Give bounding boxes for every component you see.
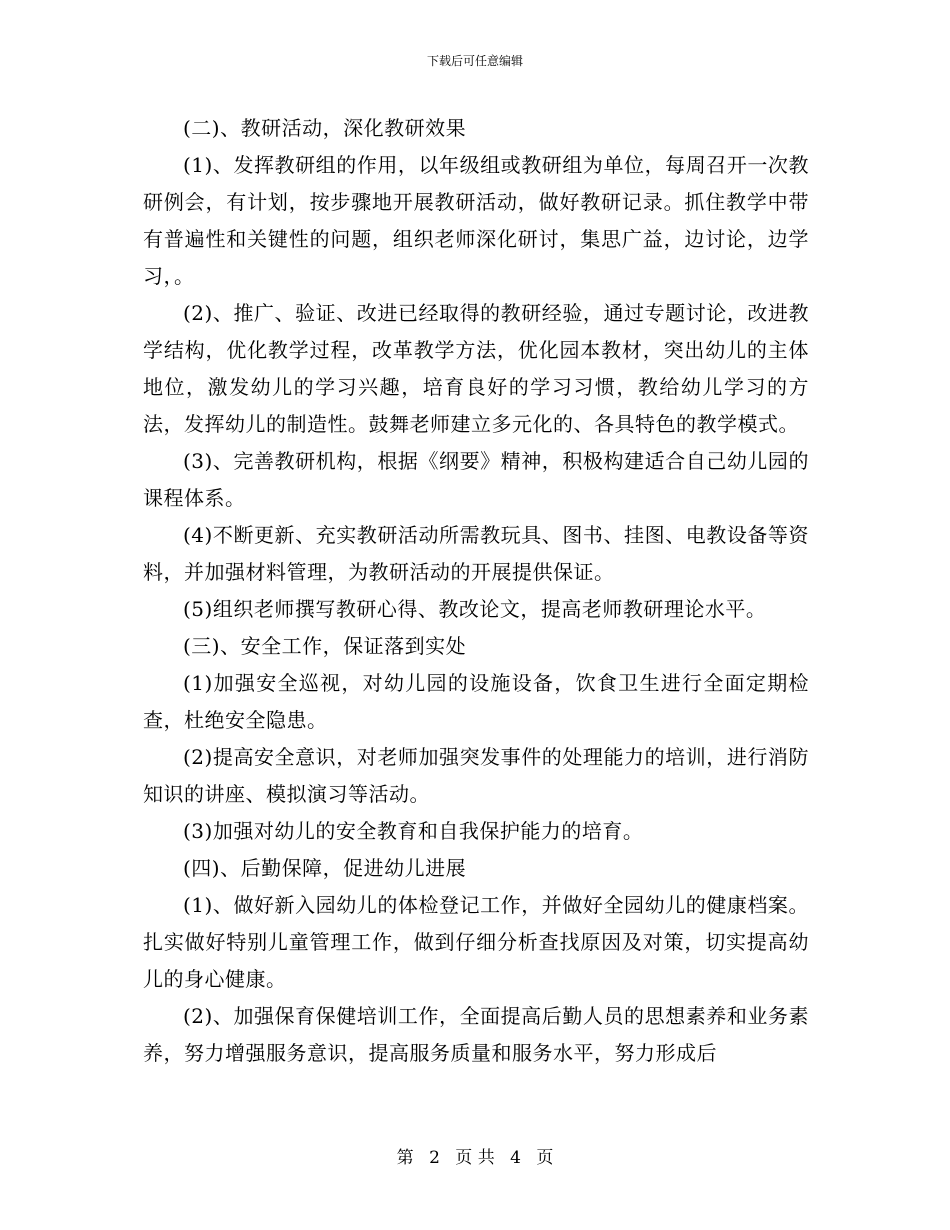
page-header: 下载后可任意编辑 [426, 54, 523, 68]
document-body [143, 110, 809, 1072]
section-heading-research: (二)、教研活动，深化教研效果 [183, 116, 467, 140]
page-footer [0, 1146, 950, 1170]
footer-suffix: 页 [536, 1148, 554, 1168]
section-heading-logistics: (四)、后勤保障，促进幼儿进展 [183, 856, 467, 880]
paragraph: (2)、加强保育保健培训工作，全面提高后勤人员的思想素养和业务素养，努力增强服务意识，提高服务质量和服务水平，努力形成后 [143, 1004, 809, 1065]
paragraph: (1)、做好新入园幼儿的体检登记工作，并做好全园幼儿的健康档案。扎实做好特别儿童管理工作，做到仔细分析查找原因及对策，切实提高幼儿的身心健康。 [143, 893, 809, 991]
paragraph: (4)不断更新、充实教研活动所需教玩具、图书、挂图、电教设备等资料，并加强材料管理，为教研活动的开展提供保证。 [143, 523, 809, 584]
paragraph: (2)、推广、验证、改进已经取得的教研经验，通过专题讨论，改进教学结构，优化教学过程，改革教学方法，优化园本教材，突出幼儿的主体地位，激发幼儿的学习兴趣，培育良好的学习习惯，教给幼儿学习的方法，发挥幼儿的制造性。鼓舞老师建立多元化的、各具特色的教学模式。 [143, 301, 809, 436]
paragraph: (2)提高安全意识，对老师加强突发事件的处理能力的培训，进行消防知识的讲座、模拟演习等活动。 [143, 745, 809, 806]
paragraph: (1)、发挥教研组的作用，以年级组或教研组为单位，每周召开一次教研例会，有计划，按步骤地开展教研活动，做好教研记录。抓住教学中带有普遍性和关键性的问题，组织老师深化研讨，集思广益，边讨论，边学习，。 [143, 153, 809, 288]
paragraph: (1)加强安全巡视，对幼儿园的设施设备，饮食卫生进行全面定期检查，杜绝安全隐患。 [143, 671, 809, 732]
footer-middle: 页 共 [455, 1148, 495, 1168]
paragraph: (5)组织老师撰写教研心得、教改论文，提高老师教研理论水平。 [183, 597, 767, 621]
current-page-number: 2 [429, 1148, 440, 1168]
paragraph: (3)、完善教研机构，根据《纲要》精神，积极构建适合自己幼儿园的课程体系。 [143, 449, 809, 510]
footer-prefix: 第 [396, 1148, 414, 1168]
paragraph: (3)加强对幼儿的安全教育和自我保护能力的培育。 [183, 819, 644, 843]
total-pages-number: 4 [510, 1148, 521, 1168]
section-heading-safety: (三)、安全工作，保证落到实处 [183, 634, 467, 658]
